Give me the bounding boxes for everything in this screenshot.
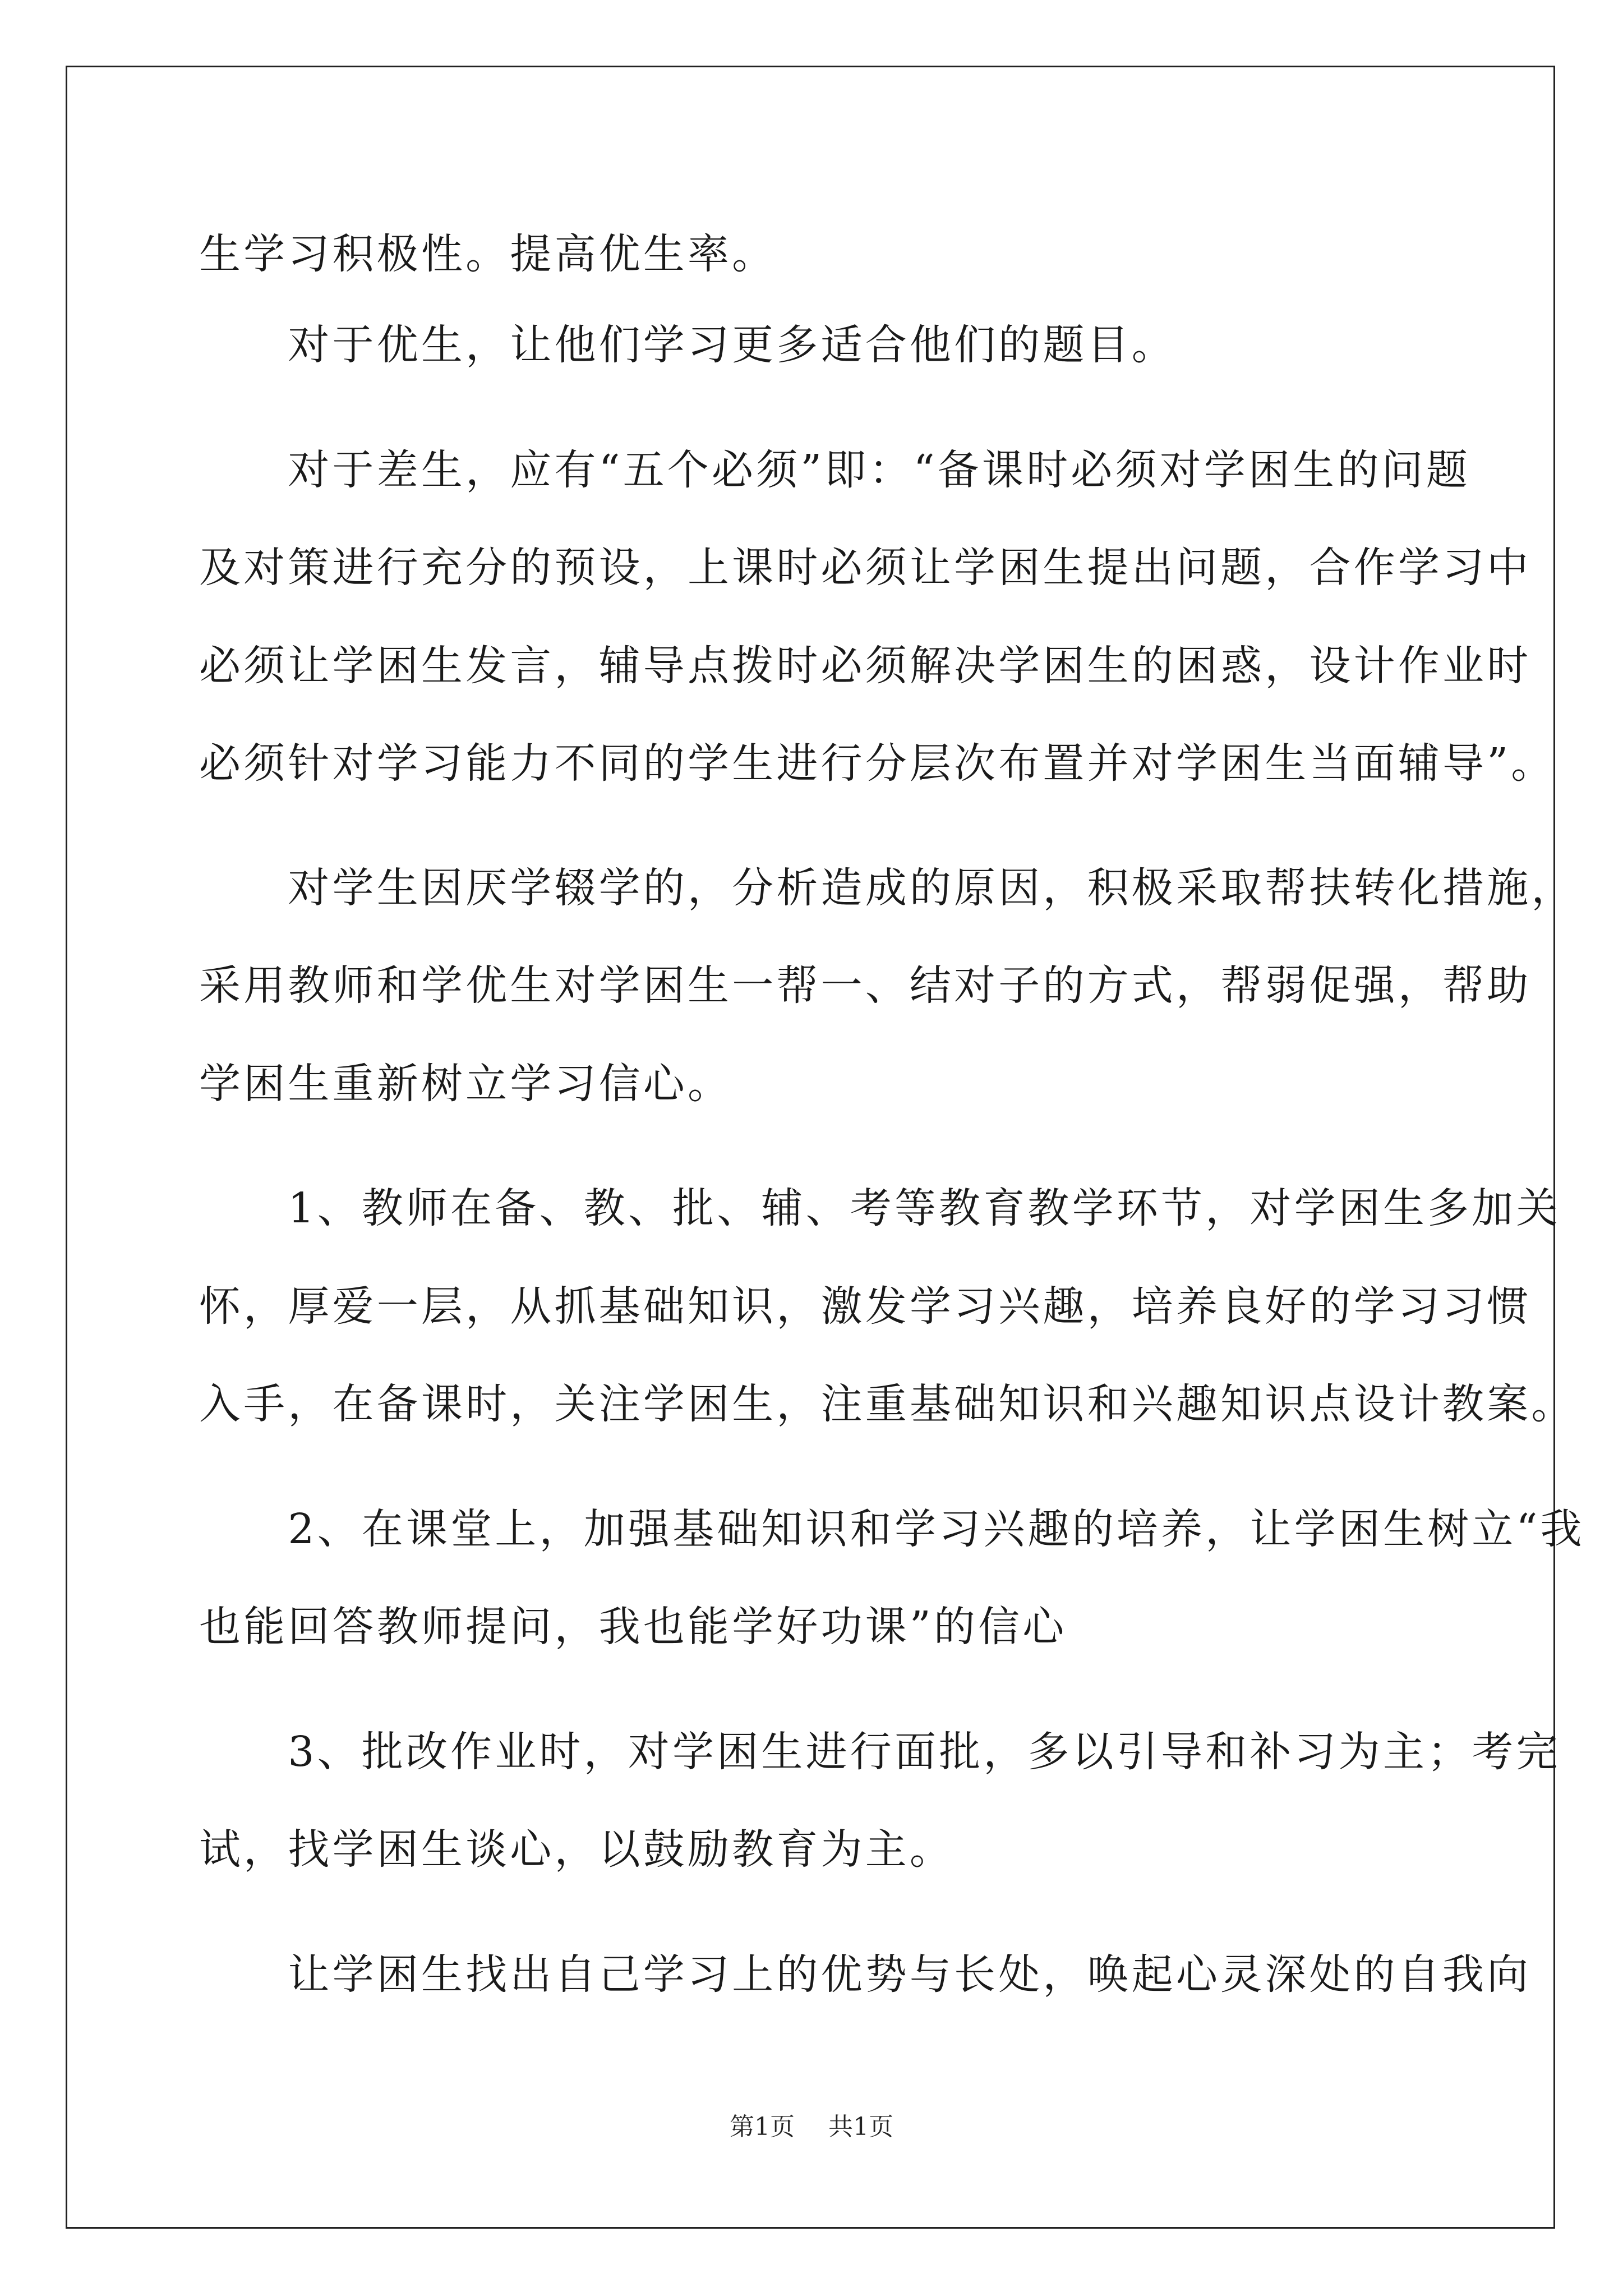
text-line: 必须让学困生发言，辅导点拨时必须解决学困生的困惑，设计作业时 bbox=[199, 642, 1532, 690]
text-line: 3、批改作业时，对学困生进行面批，多以引导和补习为主；考完 bbox=[199, 1728, 1561, 1776]
text-line: 也能回答教师提问，我也能学好功课”的信心 bbox=[199, 1603, 1067, 1651]
text-line: 2、在课堂上，加强基础知识和学习兴趣的培养，让学困生树立“我 bbox=[199, 1505, 1585, 1553]
page-number-current: 第1页 bbox=[730, 2113, 795, 2141]
text-line: 对于差生，应有“五个必须”即：“备课时必须对学困生的问题 bbox=[199, 446, 1470, 494]
text-line: 对学生因厌学辍学的，分析造成的原因，积极采取帮扶转化措施， bbox=[199, 864, 1576, 912]
text-line: 怀，厚爱一层，从抓基础知识，激发学习兴趣，培养良好的学习习惯 bbox=[199, 1282, 1532, 1331]
text-line: 让学困生找出自己学习上的优势与长处，唤起心灵深处的自我向 bbox=[199, 1950, 1532, 1999]
text-line: 入手，在备课时，关注学困生，注重基础知识和兴趣知识点设计教案。 bbox=[199, 1380, 1576, 1428]
page-number-total: 共1页 bbox=[828, 2113, 893, 2141]
text-line: 对于优生，让他们学习更多适合他们的题目。 bbox=[199, 321, 1176, 369]
text-line: 试，找学困生谈心，以鼓励教育为主。 bbox=[199, 1825, 955, 1874]
text-line: 及对策进行充分的预设，上课时必须让学困生提出问题，合作学习中 bbox=[199, 544, 1532, 592]
text-line: 学困生重新树立学习信心。 bbox=[199, 1060, 732, 1108]
text-line: 必须针对学习能力不同的学生进行分层次布置并对学困生当面辅导”。 bbox=[199, 739, 1556, 788]
text-line: 1、教师在备、教、批、辅、考等教育教学环节，对学困生多加关 bbox=[199, 1184, 1561, 1232]
text-line: 采用教师和学优生对学困生一帮一、结对子的方式，帮弱促强，帮助 bbox=[199, 961, 1532, 1010]
text-line: 生学习积极性。提高优生率。 bbox=[199, 230, 777, 278]
page-footer bbox=[0, 2106, 1623, 2142]
page-border bbox=[66, 66, 1555, 2229]
